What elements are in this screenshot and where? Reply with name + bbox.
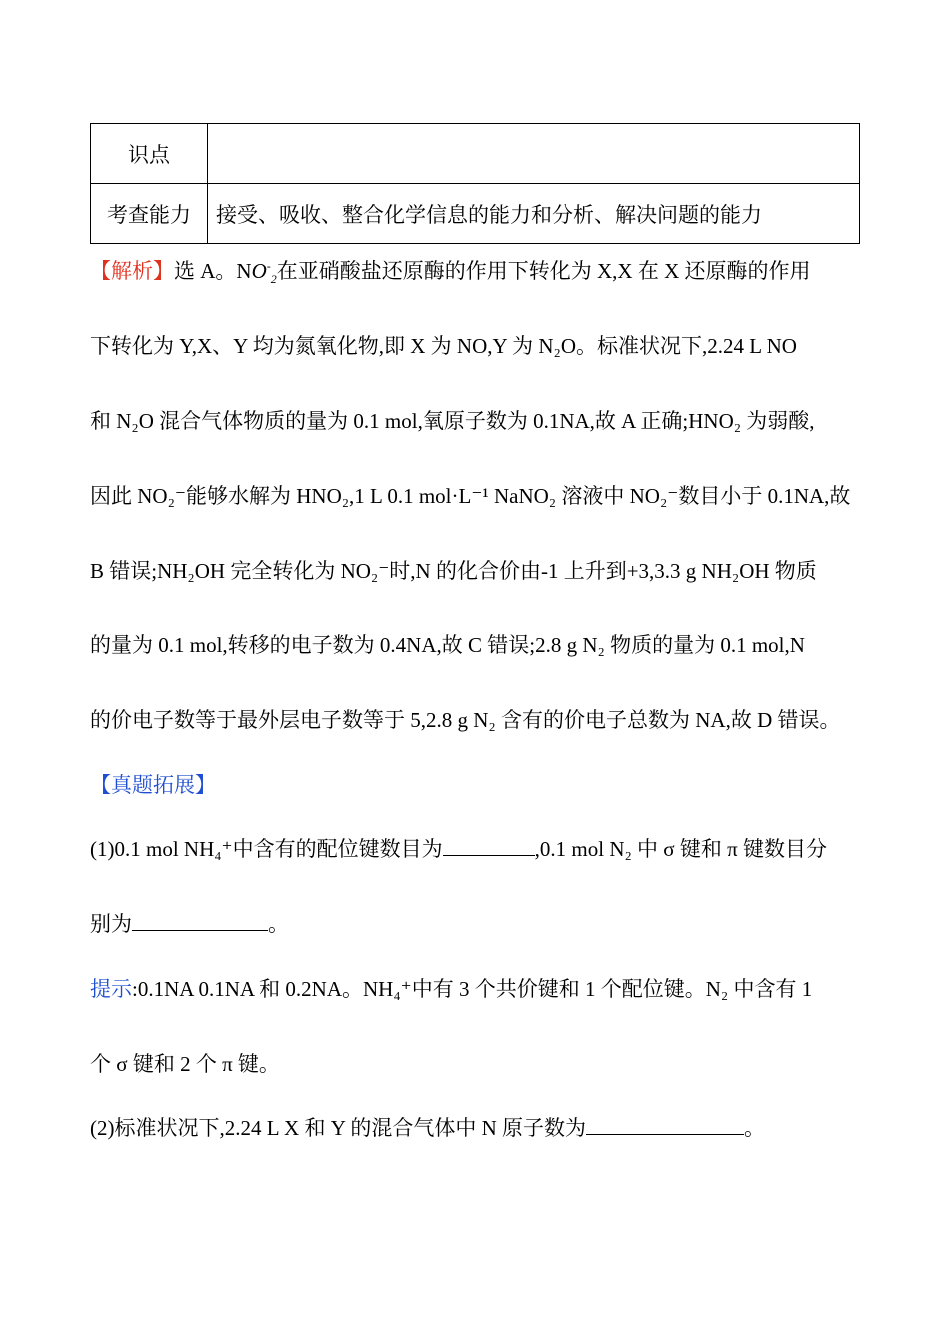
extension-title: 【真题拓展】 (90, 773, 216, 797)
table-value-cell: 接受、吸收、整合化学信息的能力和分析、解决问题的能力 (208, 184, 860, 244)
analysis-text: 在亚硝酸盐还原酶的作用下转化为 X,X 在 X 还原酶的作用 (276, 259, 811, 283)
question-1-line-1: (1)0.1 mol NH₄⁺中含有的配位键数目为 ,0.1 mol N₂ 中 σ 键和 π 键数目分 (90, 837, 827, 861)
question-2-line: (2)标准状况下,2.24 L X 和 Y 的混合气体中 N 原子数为 。 (90, 1116, 766, 1140)
info-table (90, 123, 860, 244)
question-1-line-2: 别为 。 (90, 912, 289, 936)
hint-line-1: 提示:0.1NA 0.1NA 和 0.2NA。NH₄⁺中有 3 个共价键和 1 个配位键。N₂ 中含有 1 (90, 977, 813, 1001)
table-key-cell: 识点 (91, 124, 208, 184)
table-value-cell (208, 124, 860, 184)
ion-formula: $O^-_2$ (251, 259, 277, 287)
analysis-label: 【解析】 (90, 259, 174, 283)
hint-line-2: 个 σ 键和 2 个 π 键。 (90, 1052, 280, 1076)
table-row (91, 184, 860, 244)
analysis-line-3: 和 N₂O 混合气体物质的量为 0.1 mol,氧原子数为 0.1NA,故 A 正确;HNO₂ 为弱酸, (90, 409, 815, 433)
table-row (91, 124, 860, 184)
answer-blank[interactable] (443, 835, 535, 856)
analysis-line-6: 的量为 0.1 mol,转移的电子数为 0.4NA,故 C 错误;2.8 g N₂ 物质的量为 0.1 mol,N (90, 633, 805, 657)
hint-label: 提示 (90, 977, 132, 1001)
analysis-line-4: 因此 NO₂⁻能够水解为 HNO₂,1 L 0.1 mol·L⁻¹ NaNO₂ 溶液中 NO₂⁻数目小于 0.1NA,故 (90, 484, 851, 508)
analysis-text: 选 A。N (174, 259, 252, 283)
analysis-line-7: 的价电子数等于最外层电子数等于 5,2.8 g N₂ 含有的价电子总数为 NA,故 D 错误。 (90, 708, 841, 732)
analysis-line-5: B 错误;NH₂OH 完全转化为 NO₂⁻时,N 的化合价由-1 上升到+3,3.3 g NH₂OH 物质 (90, 559, 817, 583)
analysis-line-2: 下转化为 Y,X、Y 均为氮氧化物,即 X 为 NO,Y 为 N₂O。标准状况下,2.24 L NO (90, 334, 797, 358)
table-key-cell: 考查能力 (91, 184, 208, 244)
answer-blank[interactable] (132, 910, 268, 931)
analysis-line-1 (90, 256, 865, 286)
answer-blank[interactable] (586, 1114, 744, 1135)
